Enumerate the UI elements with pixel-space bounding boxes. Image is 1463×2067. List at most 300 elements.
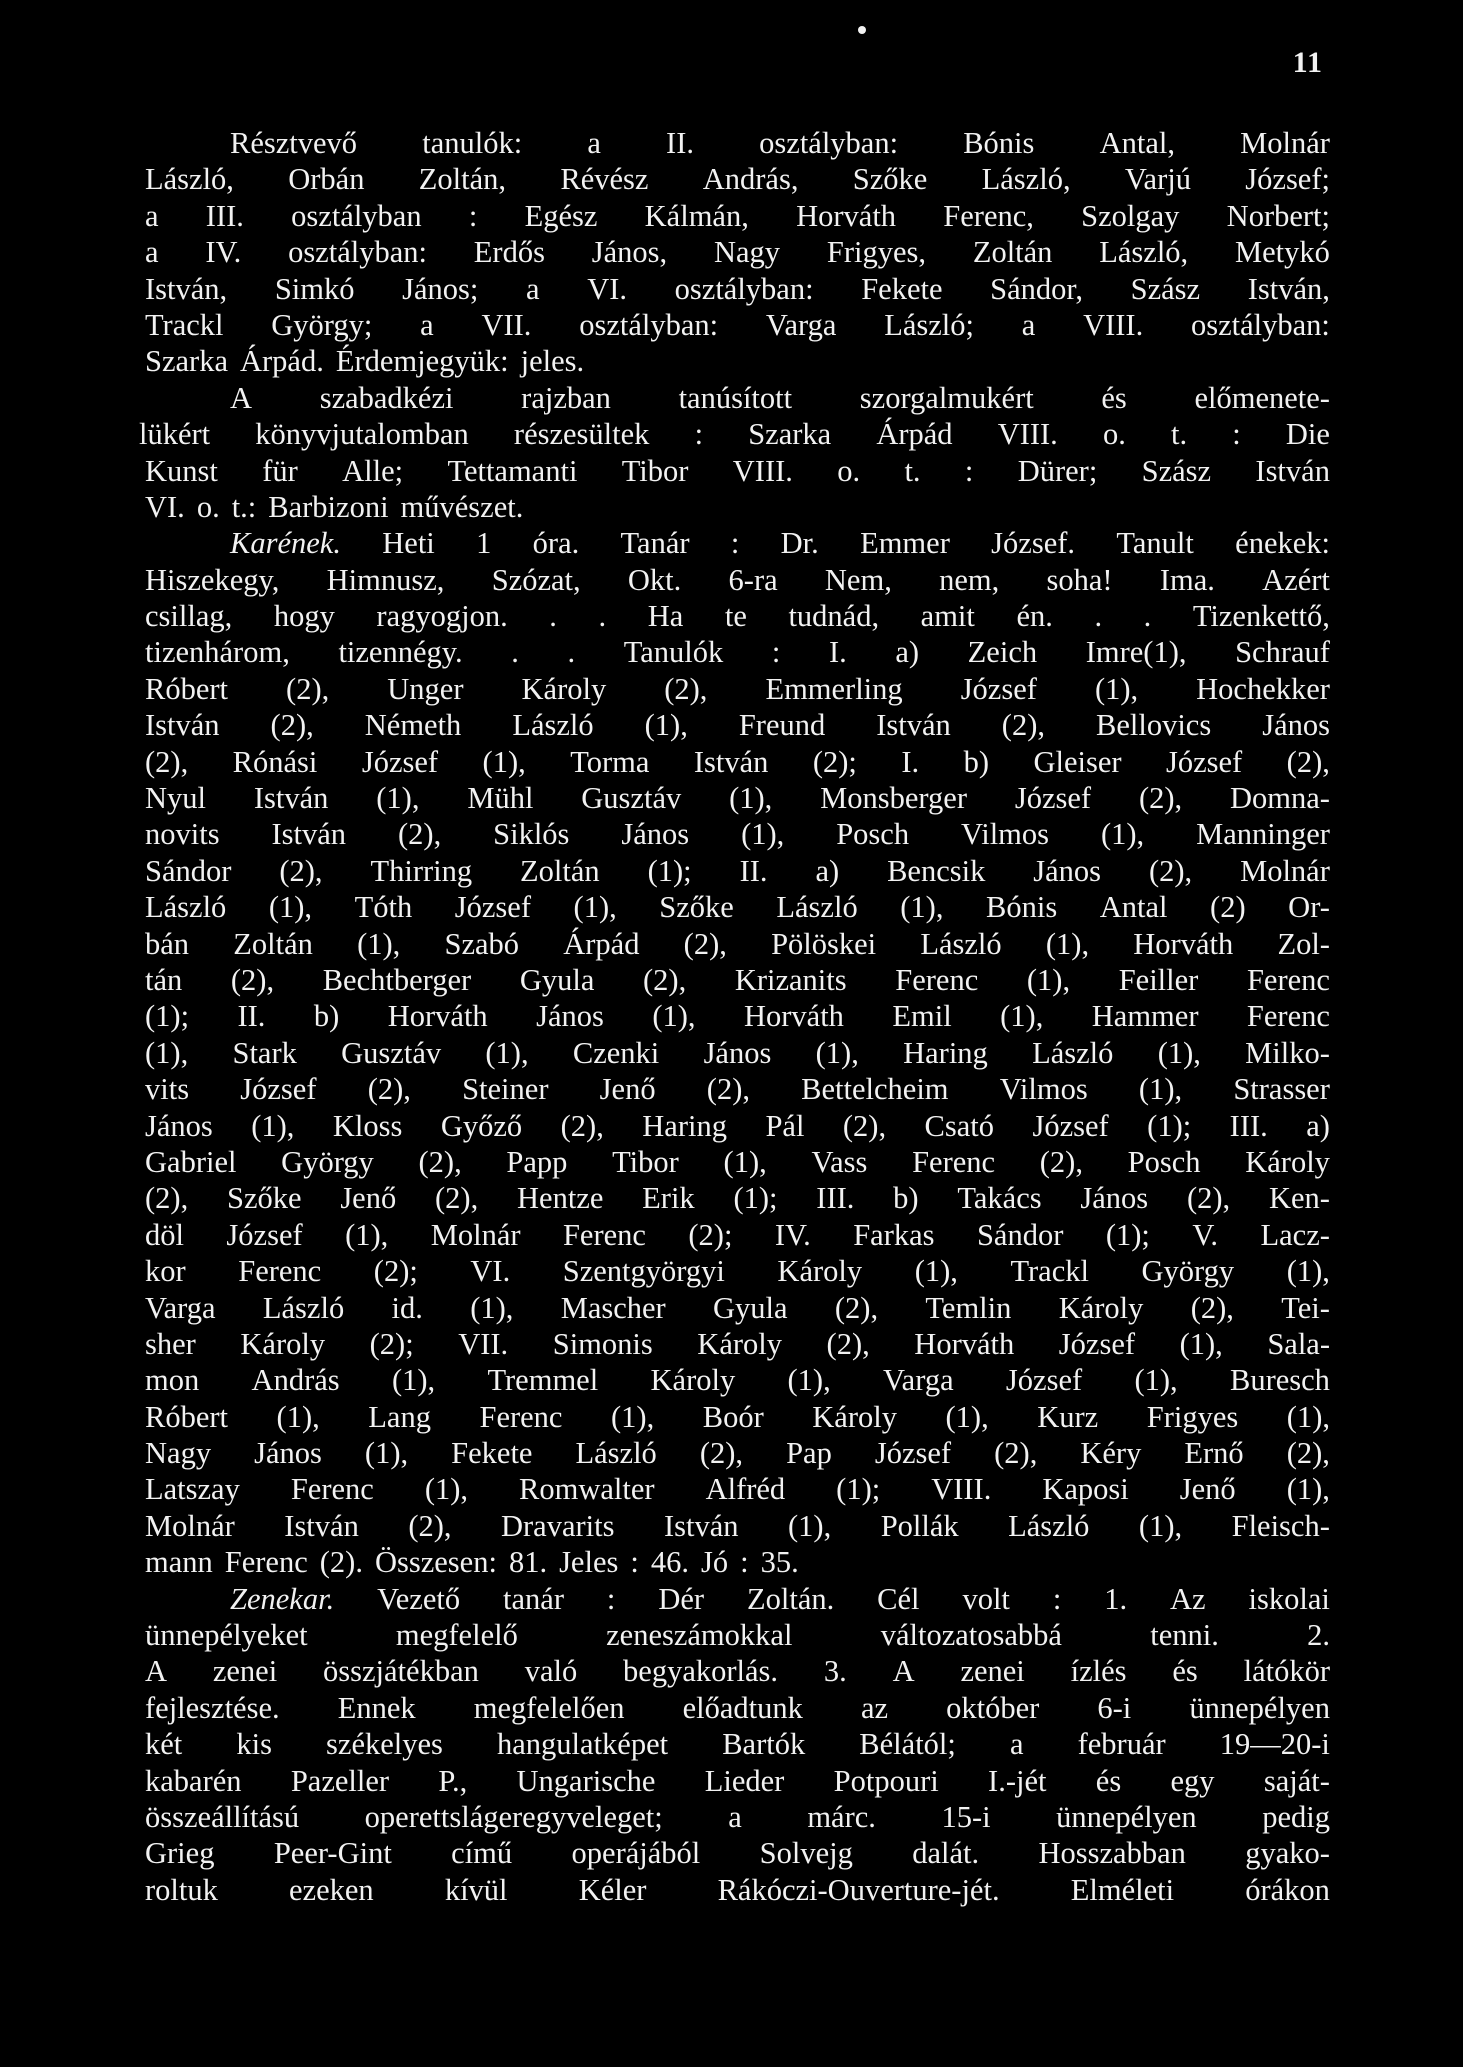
word: Révész [560,162,649,197]
word: Kaposi [1042,1472,1129,1507]
word: (1), [1286,1254,1330,1289]
word: Bélától; [859,1727,956,1762]
word: (2), [706,1072,750,1107]
word: Szász [1141,453,1212,488]
word: Horváth [914,1326,1015,1361]
word: Gabriel [145,1144,237,1179]
page-number: 11 [1292,46,1323,79]
word: Csató [924,1108,995,1143]
word: Posch [1127,1144,1201,1179]
word: Mühl [467,781,534,816]
word: István [663,1508,739,1543]
word: Rákóczi-Ouverture-jét. [717,1872,1000,1907]
word: Zoltán [233,926,313,961]
word: (1), [357,926,401,961]
word: Szőke [226,1181,302,1216]
word: Tanár [620,526,690,561]
word: Haring [642,1108,727,1143]
word: János [536,999,604,1034]
word: (1), [364,1436,409,1471]
word: Feiller [1118,962,1199,997]
word: Antal [1099,890,1168,925]
word: (1), [1000,999,1044,1034]
word: óra. [532,526,580,561]
word: Ferenc [290,1472,374,1507]
text-line [145,1726,1330,1762]
word: Pölöskei [771,926,877,961]
word: Elméleti [1070,1872,1175,1907]
word: (1); [647,853,692,888]
word: II. [237,999,266,1034]
word: könyvjutalomban [255,417,469,452]
word: József [1032,1108,1109,1143]
word: Hammer [1091,999,1199,1034]
word: (2), [1286,1436,1330,1471]
word: VII. [458,1326,509,1361]
word: Károly [812,1399,897,1434]
word: (1); [145,999,190,1034]
word: János [254,1436,322,1471]
word: Jenő [1179,1472,1236,1507]
word: VI. [587,271,628,306]
word: gyako- [1245,1836,1330,1871]
word: való [524,1654,578,1689]
word: Domna- [1230,781,1330,816]
word: Nagy [145,1436,212,1471]
word: Emmer [860,526,950,561]
word: György [1141,1254,1235,1289]
word: Hosszabban [1038,1836,1186,1871]
word: október [946,1690,1040,1725]
word: Zoltán. [746,1581,835,1616]
word: Kurz [1037,1399,1099,1434]
word: Vilmos [961,817,1050,852]
word: VIII. [997,417,1058,452]
word: Okt. [627,562,682,597]
word: tizennégy. [338,635,463,670]
word: (1), [787,1363,831,1398]
word: (1), [1045,926,1090,961]
word: ragyogjon. [376,599,508,634]
word: Hentze [517,1181,604,1216]
word: Steiner [462,1072,549,1107]
word: (1), [276,1399,320,1434]
text-line [145,889,1330,925]
word: tanúsított [678,380,793,415]
word: für [262,453,298,488]
word: István [1255,453,1330,488]
word: Ernő [1184,1436,1244,1471]
word: Dürer; [1017,453,1098,488]
word: (2), [1190,1290,1234,1325]
text-line [145,780,1330,816]
word: Ken- [1268,1181,1330,1216]
word: fejlesztése. [145,1690,280,1725]
word: összeállítású [145,1799,300,1834]
word: művészet. [400,489,524,524]
word: Stark [232,1035,297,1070]
word: tizenhárom, [145,635,290,670]
word: VI. [470,1254,511,1289]
word: vits [145,1072,190,1107]
word: (1), [729,781,773,816]
word: István [145,708,220,743]
word: István, [1247,271,1330,306]
word: mon [145,1363,200,1398]
word: Manninger [1196,817,1330,852]
word: (2), [1286,744,1330,779]
word: zenei [960,1654,1025,1689]
word: a) [815,853,840,888]
word: február [1077,1727,1166,1762]
word: (2), [398,817,442,852]
word: A [145,1654,168,1689]
word: Dravarits [501,1508,615,1543]
word: Szentgyörgyi [562,1254,725,1289]
word: Molnár [1240,853,1330,888]
word: (1), [573,890,617,925]
text-line [145,1835,1330,1871]
word: Dr. [780,526,819,561]
word: Milko- [1245,1035,1330,1070]
word: . [598,599,607,634]
word: Alfréd [705,1472,786,1507]
word: 19—20-i [1219,1727,1330,1762]
word: Károly [650,1363,736,1398]
word: Sala- [1267,1326,1330,1361]
word: VIII. [1083,307,1144,342]
word: csillag, [145,599,233,634]
word: Hochekker [1196,671,1330,706]
word: döl [145,1217,184,1252]
text-line [145,1763,1330,1799]
word: III. [816,1181,855,1216]
text-line [145,1799,1330,1835]
word: Bencsik [887,853,986,888]
word: : [771,635,781,670]
word: József [1005,1363,1083,1398]
word: Emil [892,999,952,1034]
word: Ferenc [562,1217,646,1252]
word: Gyula [519,962,595,997]
word: 6-i [1097,1690,1132,1725]
word: (2), [834,1290,879,1325]
word: Tanult [1116,526,1194,561]
word: Tremmel [487,1363,599,1398]
word: szabadkézi [319,380,454,415]
text-line [145,1690,1330,1726]
word: te [724,599,747,634]
word: József [960,671,1037,706]
text-line [145,1581,1330,1617]
word: Varga [883,1363,954,1398]
word: zenei [212,1654,278,1689]
text-line [145,962,1330,998]
word: Himnusz, [326,562,445,597]
word: Kloss [332,1108,403,1143]
word: (1), [1157,1035,1201,1070]
word: Németh [364,708,462,743]
word: Horváth [796,198,897,233]
word: (1), [1134,1363,1178,1398]
word: (1), [391,1363,436,1398]
word: (2) [1210,890,1246,925]
word: kabarén [145,1763,242,1798]
text-body [139,125,1330,1908]
word: Ima. [1159,562,1215,597]
word: 46. [650,1545,689,1580]
word: János; [402,271,479,306]
word: László [776,890,858,925]
word: Zoltán [972,235,1053,270]
word: (2), [994,1436,1038,1471]
text-line [145,1035,1330,1071]
word: osztályban [291,198,422,233]
word: András [251,1363,340,1398]
text-line [145,198,1330,234]
text-line [145,562,1330,598]
word: rajzban [521,380,611,415]
word: Erik [642,1181,695,1216]
word: dalát. [912,1836,980,1871]
word: Tanulók [623,635,724,670]
word: tanulók: [422,126,523,160]
word: (1), [788,1508,832,1543]
word: A [230,380,253,415]
text-line [145,926,1330,962]
word: Károly [240,1326,326,1361]
word: József [1014,781,1092,816]
word: tán [145,962,183,997]
word: Ennek [337,1690,416,1725]
text-line [145,1653,1330,1689]
print-speck [858,26,866,34]
word: székelyes [326,1727,443,1762]
word: a [145,235,159,270]
word: Károly [1245,1144,1330,1179]
word: Tettamanti [447,453,578,488]
text-line [145,1108,1330,1144]
word: osztályban: [579,307,719,342]
word: és [1101,380,1127,415]
word: (1), [652,999,696,1034]
word: Nyul [145,781,206,816]
word: VIII. [732,453,793,488]
word: (2), [664,671,708,706]
word: Gusztáv [341,1035,442,1070]
word: László [262,1290,345,1325]
word: Szőke [659,890,734,925]
word: Kálmán, [644,198,749,233]
word: Molnár [145,1508,235,1543]
word: (2); [369,1326,414,1361]
word: Pap [786,1436,832,1471]
word: (1), [485,1035,529,1070]
word: Károly [777,1254,863,1289]
word: kor [145,1254,186,1289]
text-line [145,1217,1330,1253]
word: az [860,1690,889,1725]
word: : [730,526,740,561]
word: 3. [823,1654,847,1689]
word: Árpád [563,926,640,961]
word: sher [145,1326,196,1361]
word: bán [145,926,190,961]
word: . [511,635,519,670]
word: Hiszekegy, [145,562,280,597]
word: begyakorlás. [623,1654,779,1689]
word: Bartók [722,1727,806,1762]
word: Latszay [145,1472,240,1507]
word: osztályban: [288,235,427,270]
word: József [1165,744,1243,779]
word: József [454,890,531,925]
word: Bettelcheim [801,1072,949,1107]
word: Erdős [473,235,545,270]
word: VII. [481,307,532,342]
word: (2), [826,1326,870,1361]
word: Torma [570,744,650,779]
word: (2), [145,744,189,779]
word: osztályban: [674,271,814,306]
word: Haring [903,1035,988,1070]
word: Lieder [704,1763,785,1798]
word: (2), [842,1108,887,1143]
word: Schrauf [1235,635,1330,670]
text-line [145,1399,1330,1435]
word: VIII. [931,1472,992,1507]
word: Zoltán, [418,162,507,197]
text-line [145,634,1330,670]
word: előadtunk [682,1690,803,1725]
word: Jeles [559,1545,619,1580]
word: Solvejg [759,1836,853,1871]
word: Szőke [852,162,928,197]
word: (1), [1286,1472,1330,1507]
word: Krizanits [734,962,847,997]
word: Papp [506,1144,568,1179]
word: Horváth [743,999,844,1034]
word: : [1232,417,1241,452]
word: (1), [1286,1399,1330,1434]
word: László, [1099,235,1189,270]
word: György; [271,307,373,342]
word: (2), [145,1181,189,1216]
word: órákon [1245,1872,1330,1907]
word: Fekete [861,271,943,306]
text-line [145,1144,1330,1180]
word: Strasser [1233,1072,1330,1107]
word: Metykó [1235,235,1330,270]
word: (1); [836,1472,881,1507]
word: (2), [1138,781,1183,816]
word: Die [1285,417,1330,452]
word: Összesen: [374,1545,497,1580]
word: előmenete- [1194,380,1330,415]
word: (1), [1094,671,1139,706]
word: Bechtberger [322,962,472,997]
word: (2), [286,671,330,706]
text-line [145,1872,1330,1908]
word: (1), [376,781,420,816]
word: Trackl [145,307,224,342]
word: Lang [368,1399,431,1434]
word: (2), [418,1144,462,1179]
word: Szolgay [1081,198,1180,233]
word: Vilmos [999,1072,1088,1107]
word: látókör [1243,1654,1330,1689]
text-line [145,707,1330,743]
word: . [1094,599,1103,634]
word: Gusztáv [581,781,682,816]
word: Róbert [145,1399,229,1434]
word: Ferenc [479,1399,563,1434]
word: József [874,1436,952,1471]
word: Kéler [578,1872,647,1907]
word: Bónis [986,890,1058,925]
word: A [892,1654,915,1689]
word: Molnár [430,1217,521,1252]
word: . [1143,599,1152,634]
word: a [526,271,540,306]
word: János [703,1035,772,1070]
text-line [145,1471,1330,1507]
word: tenni. [1150,1618,1219,1653]
text-line [145,489,1330,525]
word: b) [313,999,340,1034]
word: Résztvevő [230,126,358,160]
word: (1), [251,1108,295,1143]
word: József [226,1217,303,1252]
text-line [145,1617,1330,1653]
word: (1), [741,817,785,852]
word: János [1262,708,1330,743]
word: o. [837,453,861,488]
word: (1), [815,1035,859,1070]
word: Posch [836,817,910,852]
word: László [145,890,227,925]
word: Temlin [925,1290,1012,1325]
word: György [281,1144,374,1179]
word: Bónis [963,126,1035,160]
word: Tibor [621,453,689,488]
word: Az [1170,1581,1206,1616]
word: (1), [424,1472,469,1507]
word: III. [1229,1108,1268,1143]
word: : [1052,1581,1062,1616]
word: és [1095,1763,1122,1798]
word: Azért [1262,562,1330,597]
word: Zeich [967,635,1038,670]
text-line [145,744,1330,780]
text-line [145,998,1330,1034]
word: 6-ra [728,562,778,597]
word: I. [901,744,920,779]
word: b) [893,1181,919,1216]
word: Nagy [713,235,781,270]
word: Tei- [1281,1290,1330,1325]
word: (2), [1186,1181,1231,1216]
word: János [145,1108,213,1143]
word: ünnepélyen [1189,1690,1330,1725]
word: (1), [345,1217,389,1252]
word: 35. [760,1545,799,1580]
word: (2), [560,1108,604,1143]
word: Karének. [230,526,341,561]
word: Fekete [451,1436,533,1471]
word: Ferenc [912,1144,996,1179]
word: pedig [1262,1799,1330,1834]
